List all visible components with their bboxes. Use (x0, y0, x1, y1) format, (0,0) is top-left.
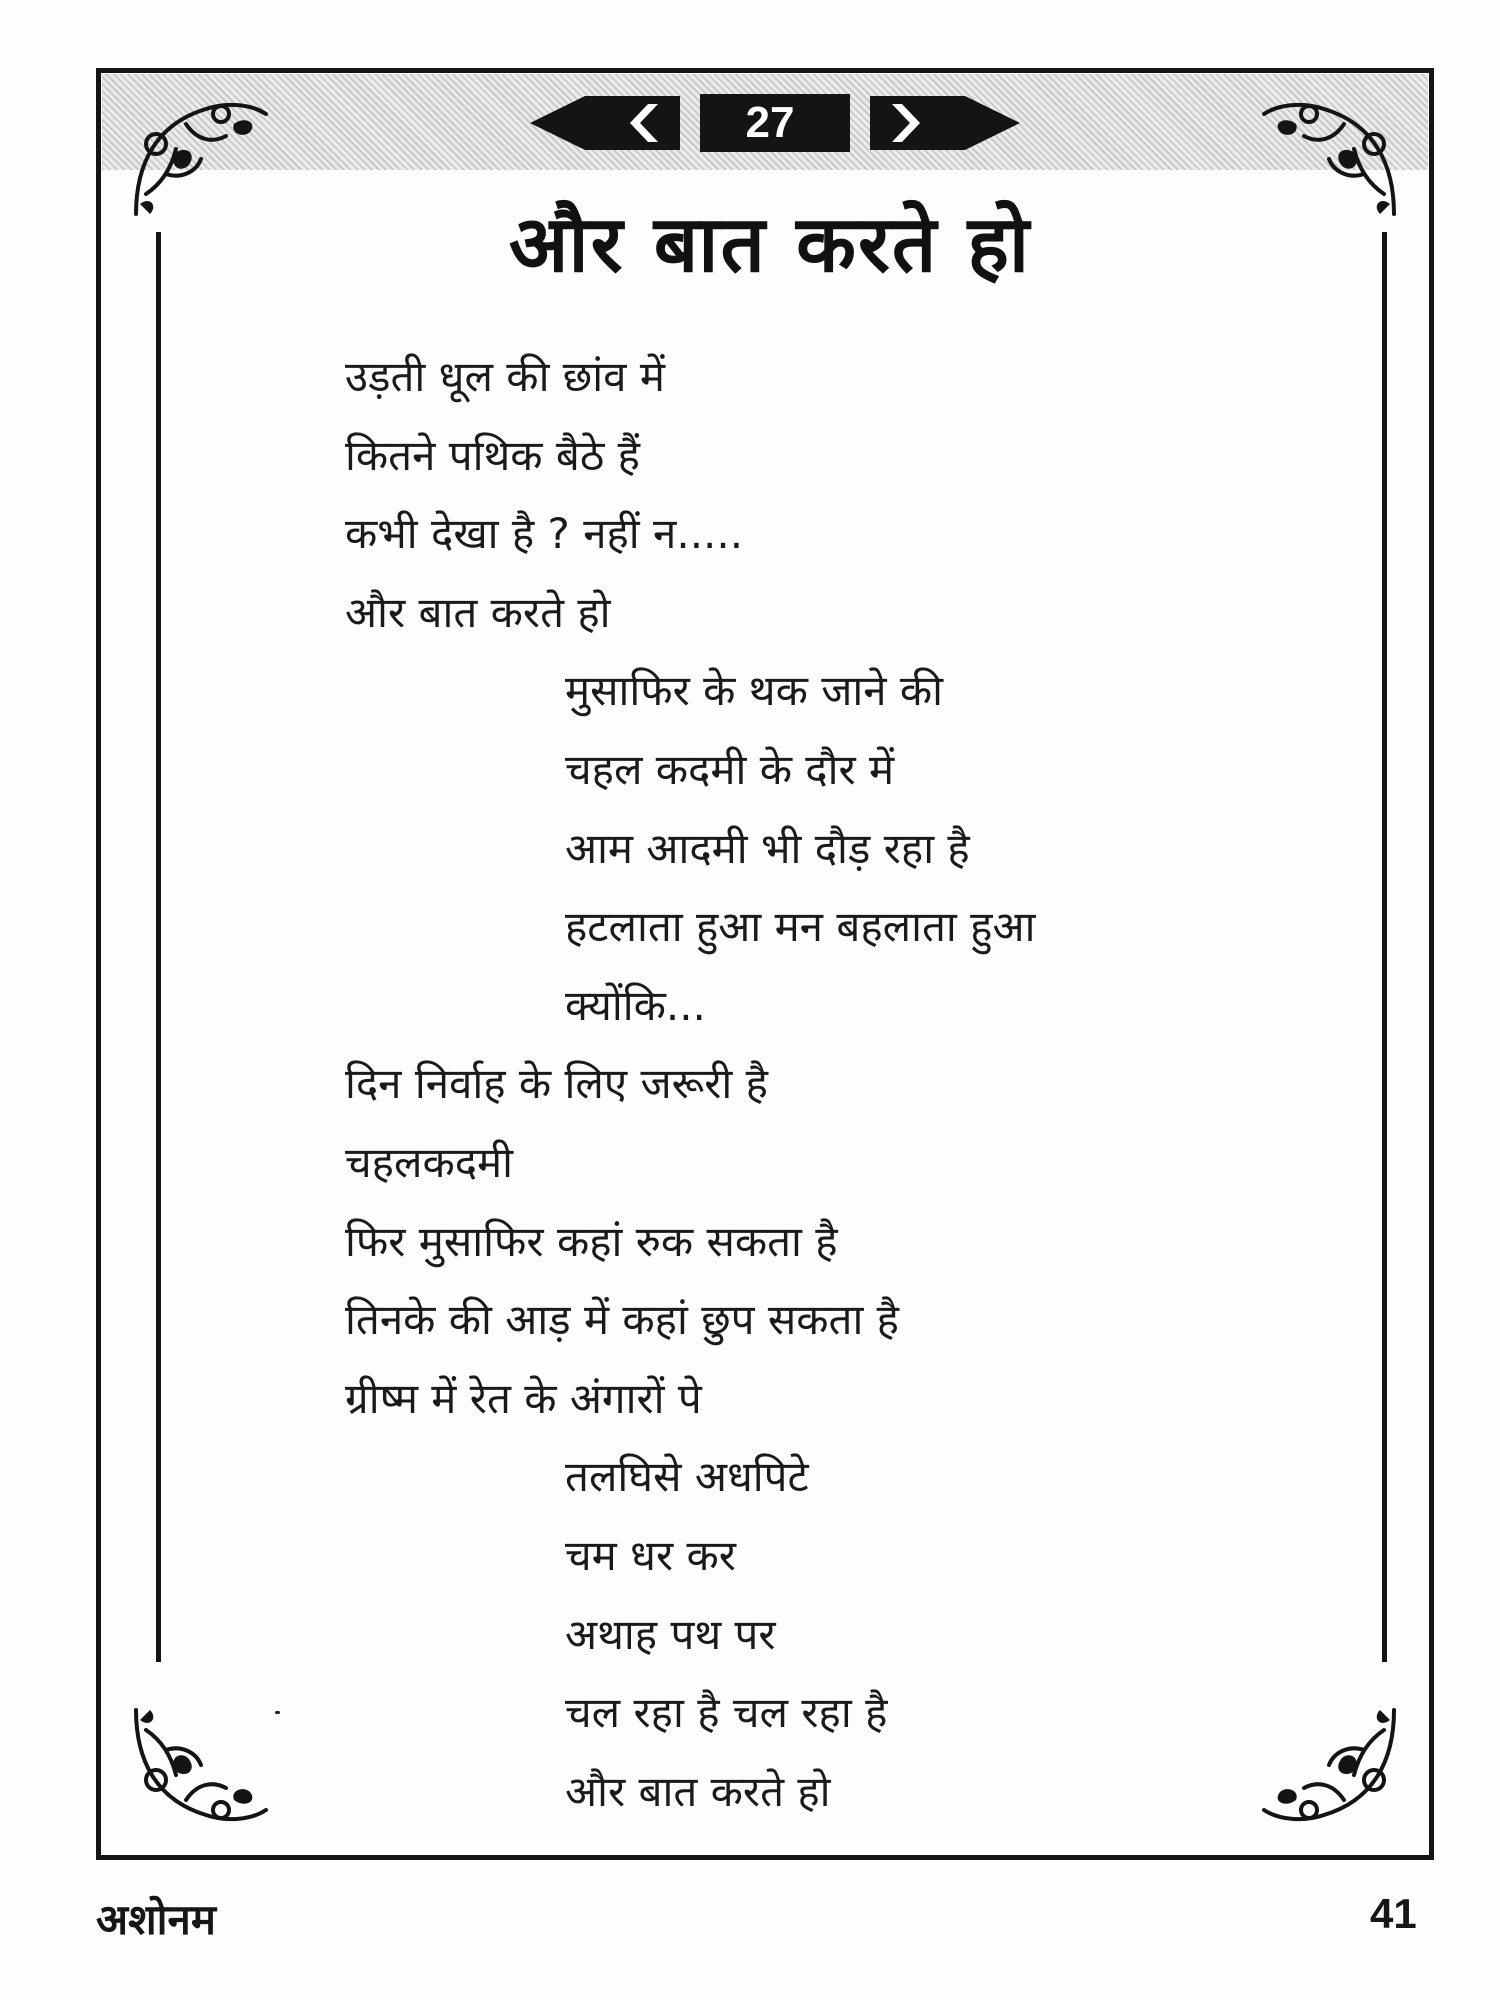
floral-corner-icon (1254, 84, 1404, 224)
poem-body (345, 338, 1295, 1831)
poem-line: आम आदमी भी दौड़ रहा है (565, 823, 970, 873)
poem-line: क्योंकि... (565, 980, 706, 1030)
book-title: अशोनम (96, 1895, 216, 1944)
poem-line: अथाह पथ पर (565, 1609, 776, 1659)
poem-line: चल रहा है चल रहा है (565, 1688, 888, 1738)
poem-line: मुसाफिर के थक जाने की (565, 666, 944, 716)
poem-line: फिर मुसाफिर कहां रुक सकता है (345, 1216, 838, 1266)
poem-line: कभी देखा है ? नहीं न..... (345, 509, 744, 559)
poem-line: कितने पथिक बैठे हैं (345, 430, 640, 480)
ink-speck (275, 1711, 280, 1714)
left-rule (156, 232, 161, 1662)
poem-line: चहल कदमी के दौर में (565, 744, 895, 794)
poem-line: चम धर कर (565, 1530, 736, 1580)
poem-line: उड़ती धूल की छांव में (345, 352, 665, 401)
poem-line: दिन निर्वाह के लिए जरूरी है (345, 1059, 768, 1109)
poem-line: तिनके की आड़ में कहां छुप सकता है (345, 1295, 899, 1345)
floral-corner-icon (126, 84, 276, 224)
poem-line: और बात करते हो (345, 587, 611, 637)
chapter-number: 27 (745, 98, 795, 147)
poem-line: हटलाता हुआ मन बहलाता हुआ (565, 902, 1036, 952)
page-number: 41 (1370, 1890, 1417, 1937)
poem-line: तलघिसे अधपिटे (565, 1452, 809, 1502)
right-rule (1382, 232, 1387, 1662)
floral-corner-icon (126, 1700, 276, 1840)
poem-line: चहलकदमी (345, 1137, 514, 1187)
poem-line: और बात करते हो (565, 1766, 831, 1816)
poem-line: ग्रीष्म में रेत के अंगारों पे (345, 1373, 702, 1423)
poem-title: और बात करते हो (508, 200, 1032, 290)
